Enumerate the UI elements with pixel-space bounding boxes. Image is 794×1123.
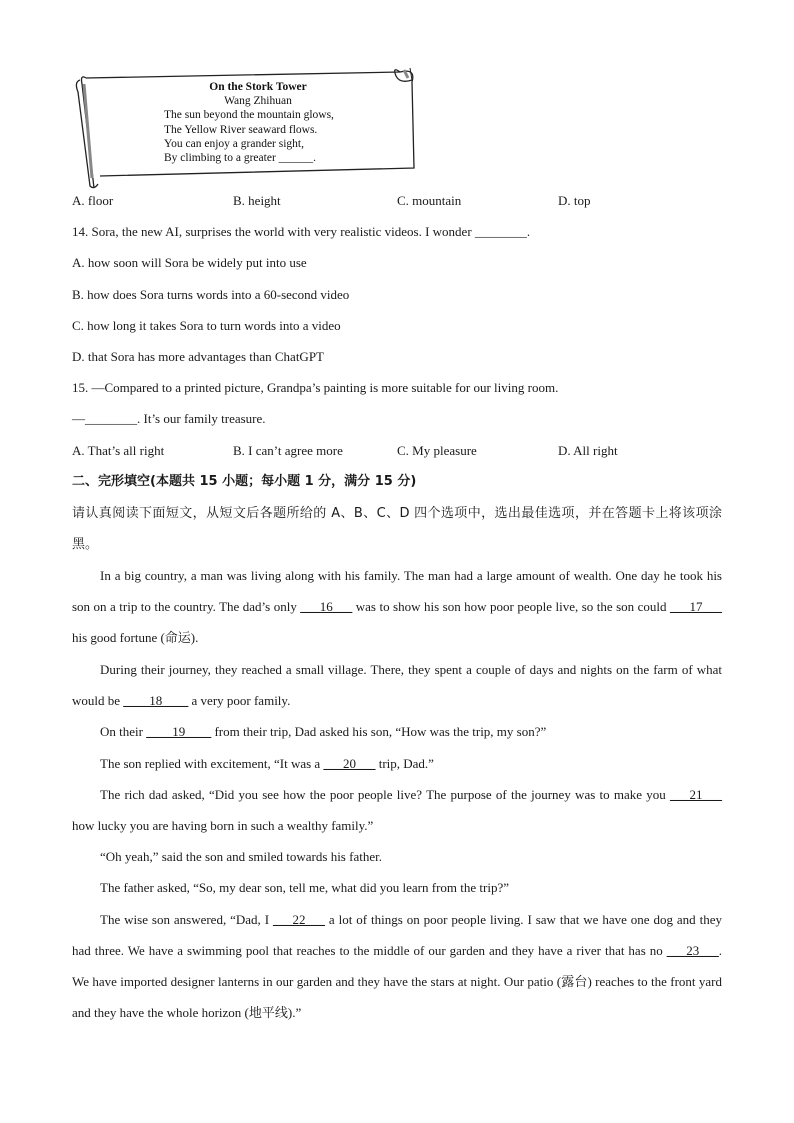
q15-option-b[interactable]: B. I can’t agree more [233, 443, 343, 458]
poem-line: The sun beyond the mountain glows, [164, 109, 334, 122]
q14-option-d[interactable]: D. that Sora has more advantages than ChatGPT [72, 349, 324, 364]
passage-paragraph-2: During their journey, they reached a small village. There, they spent a couple of days and nights on the farm of what would be ____18____ a very poor family. [72, 662, 722, 708]
poem-author: Wang Zhihuan [224, 95, 292, 108]
poem-line: By climbing to a greater ______. [164, 152, 317, 165]
blank-16[interactable]: ___16___ [300, 599, 353, 614]
q15-option-c[interactable]: C. My pleasure [397, 443, 477, 458]
q14-option-b[interactable]: B. how does Sora turns words into a 60-second video [72, 287, 350, 302]
blank-23[interactable]: ___23___ [666, 943, 719, 958]
q14-option-a[interactable]: A. how soon will Sora be widely put into use [72, 255, 307, 270]
poem-line: You can enjoy a grander sight, [164, 137, 304, 150]
blank-17[interactable]: ___17___ [669, 599, 722, 614]
section-instruction: 请认真阅读下面短文，从短文后各题所给的 A、B、C、D 四个选项中，选出最佳选项，并在答题卡上将该项涂黑。 [72, 506, 722, 552]
q13-option-d[interactable]: D. top [558, 193, 591, 208]
blank-22[interactable]: ___22___ [272, 912, 325, 927]
q13-option-c[interactable]: C. mountain [397, 193, 462, 208]
q15-stem: 15. —Compared to a printed picture, Grandpa’s painting is more suitable for our living room. [72, 380, 559, 395]
passage-paragraph-1: In a big country, a man was living along with his family. The man had a large amount of wealth. One day he took his son on a trip to the country. The dad’s only ___16___ was to show his son how poor people live, so the son could ___17___ his good fortune (命运). [72, 568, 722, 645]
poem-scroll-image [70, 58, 420, 192]
poem-title: On the Stork Tower [209, 81, 307, 93]
q15-option-a[interactable]: A. That’s all right [72, 443, 165, 458]
blank-19[interactable]: ____19____ [146, 724, 212, 739]
q15-option-d[interactable]: D. All right [558, 443, 618, 458]
passage-paragraph-7: The father asked, “So, my dear son, tell me, what did you learn from the trip?” [100, 880, 510, 895]
q15-reply: —________. It’s our family treasure. [72, 411, 266, 426]
passage-paragraph-6: “Oh yeah,” said the son and smiled towards his father. [100, 849, 382, 864]
blank-20[interactable]: ___20___ [323, 756, 376, 771]
passage-paragraph-4: The son replied with excitement, “It was a ___20___ trip, Dad.” [100, 756, 434, 771]
section-heading: 二、完形填空(本题共 15 小题；每小题 1 分，满分 15 分) [72, 474, 417, 489]
passage-paragraph-5: The rich dad asked, “Did you see how the poor people live? The purpose of the journey was to make you ___21___ how lucky you are having born in such a wealthy family.” [72, 787, 722, 833]
q13-option-b[interactable]: B. height [233, 193, 281, 208]
passage-paragraph-3: On their ____19____ from their trip, Dad asked his son, “How was the trip, my son?” [100, 724, 547, 739]
q14-stem: 14. Sora, the new AI, surprises the world with very realistic videos. I wonder ________. [72, 224, 531, 239]
poem-line: The Yellow River seaward flows. [164, 123, 318, 136]
q14-option-c[interactable]: C. how long it takes Sora to turn words into a video [72, 318, 341, 333]
blank-21[interactable]: ___21___ [670, 787, 722, 802]
passage-paragraph-8: The wise son answered, “Dad, I ___22___ a lot of things on poor people living. I saw that we have one dog and they had three. We have a swimming pool that reaches to the middle of our garden and they have a river that has no ___23___. We have imported designer lanterns in our garden and they have the stars at night. Our patio (露台) reaches to the front yard and they have the whole horizon (地平线).” [72, 912, 722, 1020]
blank-18[interactable]: ____18____ [123, 693, 189, 708]
q13-option-a[interactable]: A. floor [72, 193, 114, 208]
